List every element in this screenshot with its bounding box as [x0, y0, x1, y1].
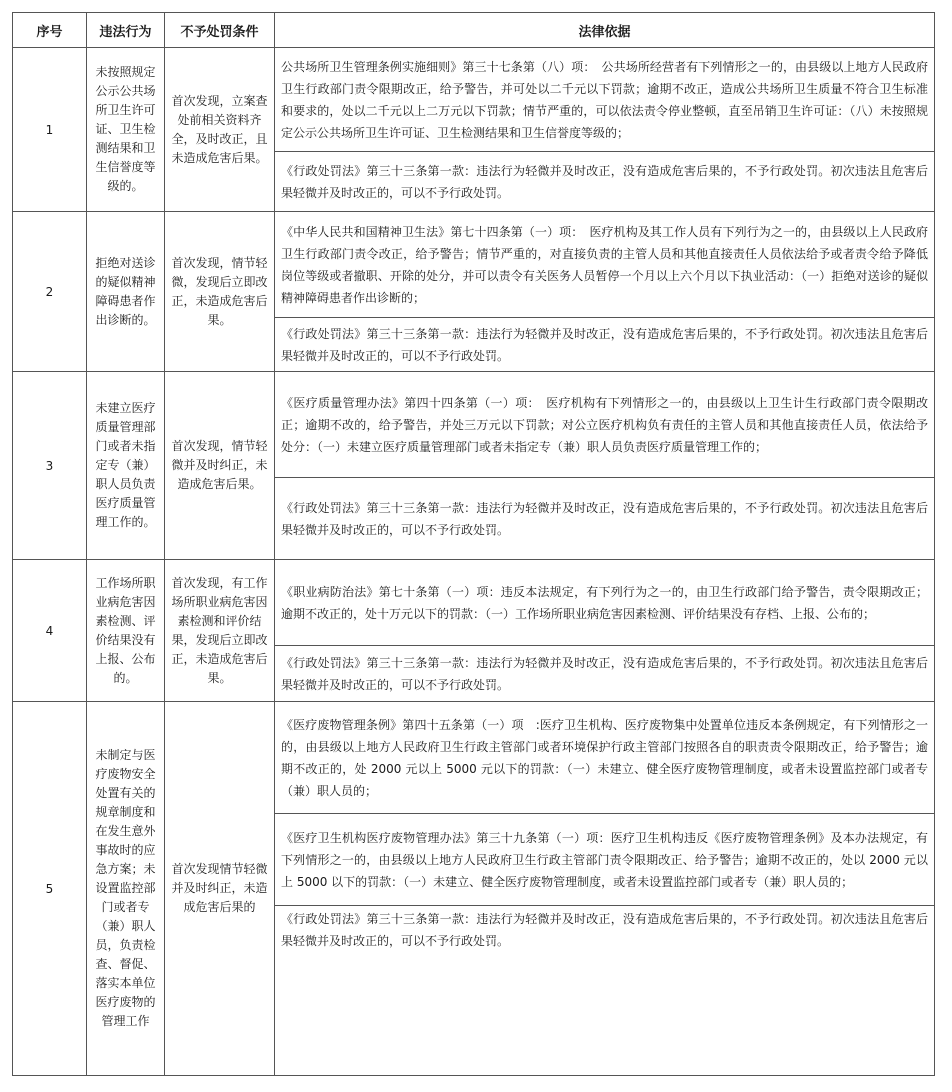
- violation-cell: 工作场所职业病危害因素检测、评价结果没有上报、公布的。: [87, 560, 165, 702]
- violation-cell: 拒绝对送诊的疑似精神障碍患者作出诊断的。: [87, 212, 165, 372]
- condition-cell: 首次发现，情节轻微并及时纠正，未造成危害后果。: [165, 372, 275, 560]
- row-number: 2: [13, 212, 87, 372]
- row-number: 3: [13, 372, 87, 560]
- legal-basis-cell: 《中华人民共和国精神卫生法》第七十四条第（一）项： 医疗机构及其工作人员有下列行为之一的，由县级以上人民政府卫生行政部门责令改正，给予警告；情节严重的，对直接负责的主管人员和其他直接责任人员依法给予或者责令给予降低岗位等级或者撤职、开除的处分，并可以责令有关医务人员暂停一个月以上六个月以下执业活动：（一）拒绝对送诊的疑似精神障碍患者作出诊断的；: [275, 212, 935, 318]
- legal-basis-cell: 《行政处罚法》第三十三条第一款：违法行为轻微并及时改正，没有造成危害后果的，不予行政处罚。初次违法且危害后果轻微并及时改正的，可以不予行政处罚。: [275, 478, 935, 560]
- condition-cell: 首次发现，立案查处前相关资料齐全，及时改正，且未造成危害后果。: [165, 48, 275, 212]
- table-row: [13, 212, 935, 318]
- condition-cell: 首次发现情节轻微并及时纠正，未造成危害后果的: [165, 702, 275, 1076]
- violation-cell: 未建立医疗质量管理部门或者未指定专（兼）职人员负责医疗质量管理工作的。: [87, 372, 165, 560]
- legal-basis-cell: 公共场所卫生管理条例实施细则》第三十七条第（八）项： 公共场所经营者有下列情形之一的，由县级以上地方人民政府卫生行政部门责令限期改正，给予警告，并可处以二千元以下罚款；逾期不改正，造成公共场所卫生质量不符合卫生标准和要求的，处以二千元以上二万元以下罚款；情节严重的，可以依法责令停业整顿，直至吊销卫生许可证：（八）未按照规定公示公共场所卫生许可证、卫生检测结果和卫生信誉度等级的；: [275, 48, 935, 152]
- table-row: [13, 372, 935, 478]
- legal-basis-cell: 《行政处罚法》第三十三条第一款：违法行为轻微并及时改正，没有造成危害后果的，不予行政处罚。初次违法且危害后果轻微并及时改正的，可以不予行政处罚。: [275, 152, 935, 212]
- legal-basis-cell: 《医疗质量管理办法》第四十四条第（一）项： 医疗机构有下列情形之一的，由县级以上卫生计生行政部门责令限期改正；逾期不改的，给予警告，并处三万元以下罚款；对公立医疗机构负有责任的主管人员和其他直接责任人员，依法给予处分：（一）未建立医疗质量管理部门或者未指定专（兼）职人员负责医疗质量管理工作的；: [275, 372, 935, 478]
- table-row: [13, 702, 935, 814]
- legal-basis-cell: 《行政处罚法》第三十三条第一款：违法行为轻微并及时改正，没有造成危害后果的，不予行政处罚。初次违法且危害后果轻微并及时改正的，可以不予行政处罚。: [275, 646, 935, 702]
- legal-basis-cell: 《行政处罚法》第三十三条第一款：违法行为轻微并及时改正，没有造成危害后果的，不予行政处罚。初次违法且危害后果轻微并及时改正的，可以不予行政处罚。: [275, 906, 935, 1076]
- penalty-exemption-table: [12, 12, 935, 1076]
- header-seq: 序号: [13, 13, 87, 48]
- header-legal-basis: 法律依据: [275, 13, 935, 48]
- row-number: 5: [13, 702, 87, 1076]
- violation-cell: 未制定与医疗废物安全处置有关的规章制度和在发生意外事故时的应急方案；未设置监控部门或者专（兼）职人员，负责检查、督促、落实本单位医疗废物的管理工作: [87, 702, 165, 1076]
- table-row: [13, 48, 935, 152]
- legal-basis-cell: 《行政处罚法》第三十三条第一款：违法行为轻微并及时改正，没有造成危害后果的，不予行政处罚。初次违法且危害后果轻微并及时改正的，可以不予行政处罚。: [275, 318, 935, 372]
- condition-cell: 首次发现，有工作场所职业病危害因素检测和评价结果，发现后立即改正，未造成危害后果。: [165, 560, 275, 702]
- table-row: [13, 560, 935, 646]
- header-row: [13, 13, 935, 48]
- legal-basis-cell: 《医疗废物管理条例》第四十五条第（一）项 :医疗卫生机构、医疗废物集中处置单位违反本条例规定，有下列情形之一的，由县级以上地方人民政府卫生行政主管部门或者环境保护行政主管部门按照各自的职责责令限期改正，给予警告；逾期不改正的，处 2000 元以上 5000 元以下的罚款：（一）未建立、健全医疗废物管理制度，或者未设置监控部门或者专（兼）职人员的；: [275, 702, 935, 814]
- legal-basis-cell: 《职业病防治法》第七十条第（一）项：违反本法规定，有下列行为之一的，由卫生行政部门给予警告，责令限期改正；逾期不改正的，处十万元以下的罚款：（一）工作场所职业病危害因素检测、评价结果没有存档、上报、公布的；: [275, 560, 935, 646]
- violation-cell: 未按照规定公示公共场所卫生许可证、卫生检测结果和卫生信誉度等级的。: [87, 48, 165, 212]
- row-number: 1: [13, 48, 87, 212]
- legal-basis-cell: 《医疗卫生机构医疗废物管理办法》第三十九条第（一）项：医疗卫生机构违反《医疗废物管理条例》及本办法规定，有下列情形之一的，由县级以上地方人民政府卫生行政主管部门责令限期改正、给予警告；逾期不改正的，处以 2000 元以上 5000 以下的罚款：（一）未建立、健全医疗废物管理制度，或者未设置监控部门或者专（兼）职人员的；: [275, 814, 935, 906]
- condition-cell: 首次发现，情节轻微，发现后立即改正，未造成危害后果。: [165, 212, 275, 372]
- row-number: 4: [13, 560, 87, 702]
- header-violation: 违法行为: [87, 13, 165, 48]
- header-condition: 不予处罚条件: [165, 13, 275, 48]
